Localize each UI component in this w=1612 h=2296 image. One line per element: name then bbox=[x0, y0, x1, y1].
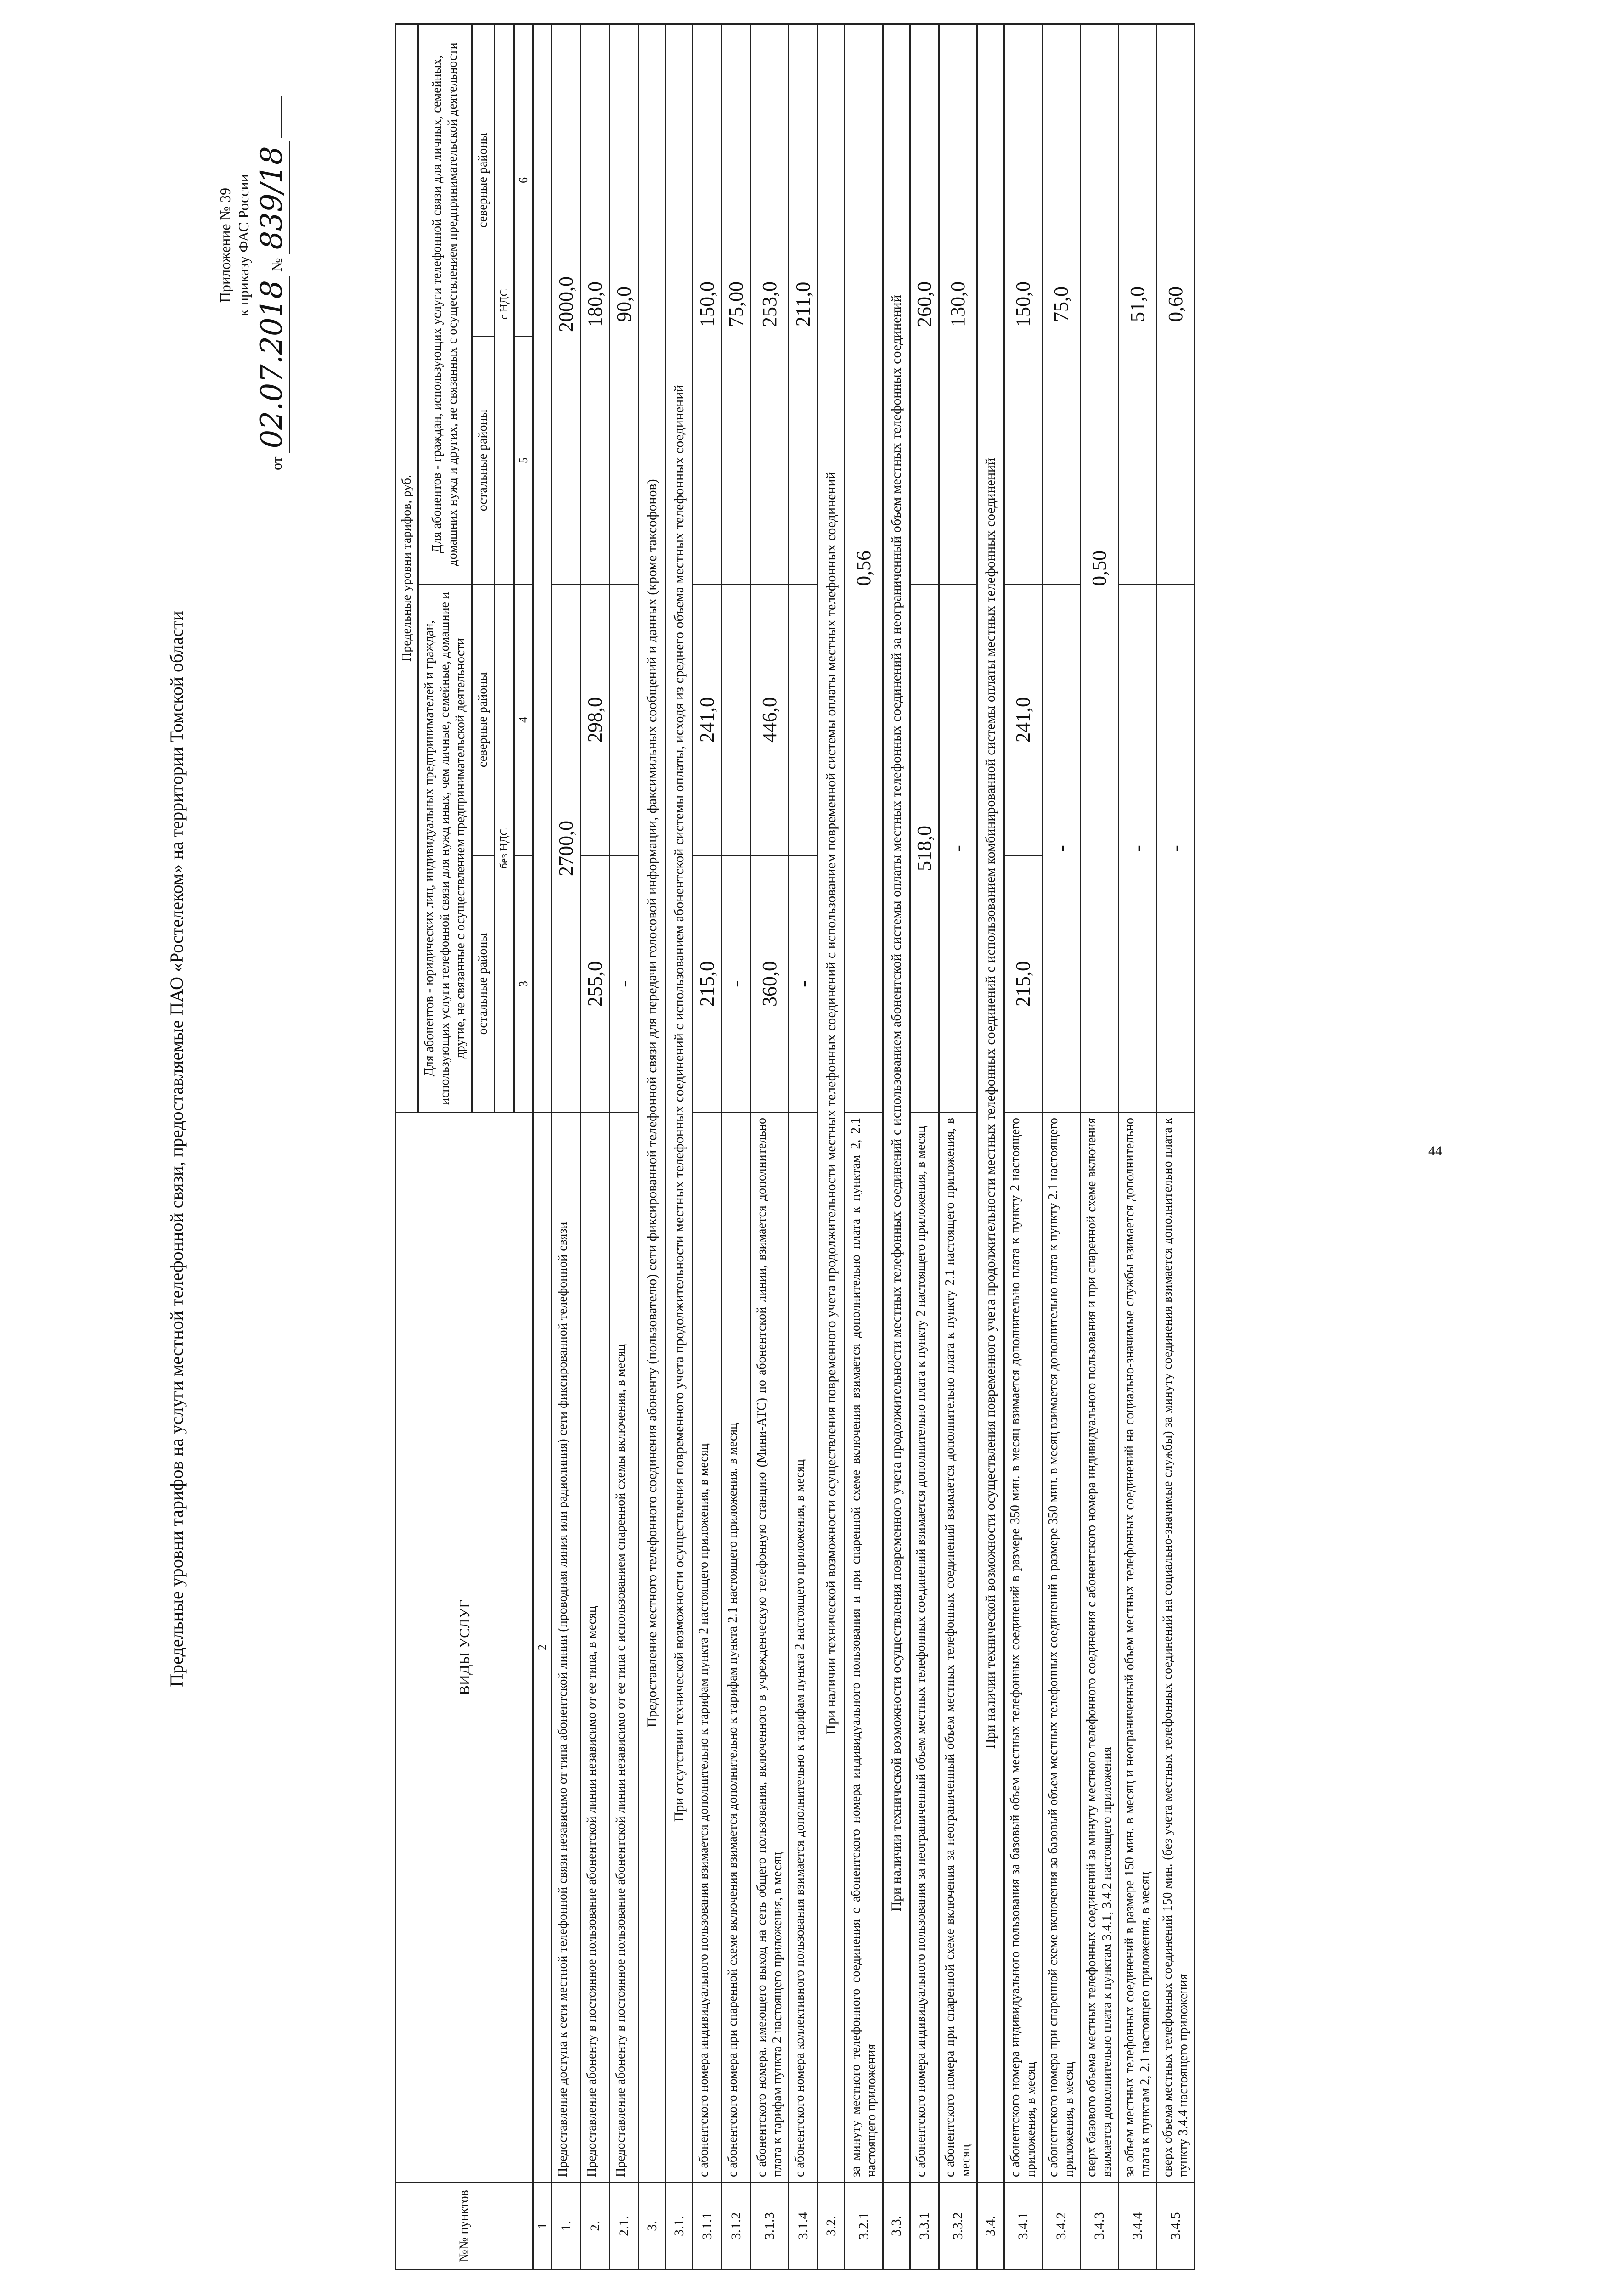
section-row bbox=[977, 24, 1004, 2269]
item-number: 3.2.1 bbox=[845, 2183, 883, 2270]
service-description: с абонентского номера при спаренной схеме включения за неограниченный объем местных телефонных соединений взимается дополнительно плата к пункту 2.1 настоящего приложения, в месяц bbox=[939, 1113, 977, 2183]
tariff-value-legal-north: 298,0 bbox=[581, 585, 610, 855]
tariff-value-legal: - bbox=[1043, 585, 1081, 1113]
service-description: с абонентского номера, имеющего выход на сеть общего пользования, включенного в учрежденческую телефонную станцию (Мини-АТС) по абонентской линии, взимается дополнительно плата к тарифам пункта 2 настоящего приложения, в месяц bbox=[751, 1113, 789, 2183]
tariff-table bbox=[395, 23, 1195, 2270]
item-number: 3. bbox=[639, 2183, 666, 2270]
column-number: 1 bbox=[533, 2183, 552, 2270]
table-row bbox=[693, 24, 722, 2269]
tariff-value-citizens: 211,0 bbox=[789, 24, 818, 584]
order-number: 839/18 bbox=[255, 146, 289, 250]
header-group-legal: Для абонентов - юридических лиц, индивидуальных предпринимателей и граждан, использующих услуги телефонной связи для нужд иных, чем личные, семейные, домашние и другие, не связанные с осуществлением предпринимательской деятельности bbox=[418, 585, 472, 1113]
item-number: 3.4.4 bbox=[1119, 2183, 1157, 2270]
item-number: 3.1.4 bbox=[789, 2183, 818, 2270]
service-description: за минуту местного телефонного соединения с абонентского номера индивидуального пользования и при спаренной схеме включения взимается дополнительно плата к пунктам 2, 2.1 настоящего приложения bbox=[845, 1113, 883, 2183]
tariff-value-legal-other: 215,0 bbox=[1004, 855, 1043, 1113]
column-number: 2 bbox=[533, 1113, 552, 2183]
tariff-value-citizens: 150,0 bbox=[693, 24, 722, 584]
service-description: с абонентского номера индивидуального пользования за базовый объем местных телефонных соединений в размере 350 мин. в месяц взимается дополнительно плата к пункту 2 настоящего приложения, в месяц bbox=[1004, 1113, 1043, 2183]
tariff-value-citizens: 75,00 bbox=[722, 24, 751, 584]
header-legal-north-regions: северные районы bbox=[472, 585, 495, 855]
service-description: с абонентского номера коллективного пользования взимается дополнительно к тарифам пункта 2 настоящего приложения, в месяц bbox=[789, 1113, 818, 2183]
tariff-value-citizens: 90,0 bbox=[610, 24, 639, 584]
tariff-value-legal-other: 215,0 bbox=[693, 855, 722, 1113]
tariff-value-legal-other: - bbox=[722, 855, 751, 1113]
header-group-citizens: Для абонентов - граждан, использующих услуги телефонной связи для личных, семейных, домашних нужд и других, не связанных с осуществлением предпринимательской деятельности bbox=[418, 24, 472, 584]
item-number: 3.4.1 bbox=[1004, 2183, 1043, 2270]
tariff-value-legal: 2700,0 bbox=[552, 585, 581, 1113]
service-description: Предоставление абоненту в постоянное пользование абонентской линии независимо от ее типа с использованием спаренной схемы включения, в месяц bbox=[610, 1113, 639, 2183]
service-description: с абонентского номера при спаренной схеме включения за базовый объем местных телефонных соединений в размере 350 мин. в месяц взимается дополнительно плата к пункту 2.1 настоящего приложения, в месяц bbox=[1043, 1113, 1081, 2183]
item-number: 3.4.3 bbox=[1081, 2183, 1119, 2270]
section-title: При отсутствии технической возможности осуществления повременного учета продолжительности местных телефонных соединений с использованием абонентской системы оплаты, исходя из среднего объема местных телефонных соединений bbox=[666, 24, 693, 2182]
tariff-value-legal-north bbox=[789, 585, 818, 855]
tariff-value-citizens: 253,0 bbox=[751, 24, 789, 584]
tariff-value-citizens: 51,0 bbox=[1119, 24, 1157, 584]
section-row bbox=[639, 24, 666, 2269]
order-prefix: от bbox=[268, 456, 285, 470]
appendix-line-2: к приказу ФАС России bbox=[235, 174, 252, 316]
service-description: Предоставление доступа к сети местной телефонной связи независимо от типа абонентской линии (проводная линия или радиолиния) сети фиксированной телефонной связи bbox=[552, 1113, 581, 2183]
document-title: Предельные уровни тарифов на услуги местной телефонной связи, предоставляемые ПАО «Ростелеком» на территории Томской области bbox=[166, 611, 187, 1687]
header-no-vat: без НДС bbox=[495, 585, 514, 1113]
header-item-number: №№ пунктов bbox=[396, 2183, 533, 2270]
tariff-value-all: 0,50 bbox=[1081, 24, 1119, 1112]
item-number: 3.1. bbox=[666, 2183, 693, 2270]
table-row bbox=[552, 24, 581, 2269]
tariff-value-legal-other: - bbox=[610, 855, 639, 1113]
table-row bbox=[581, 24, 610, 2269]
tariff-value-citizens: 75,0 bbox=[1043, 24, 1081, 584]
item-number: 3.3.2 bbox=[939, 2183, 977, 2270]
tariff-value-citizens: 150,0 bbox=[1004, 24, 1043, 584]
table-row bbox=[1081, 24, 1119, 2269]
item-number: 3.3.1 bbox=[910, 2183, 939, 2270]
item-number: 3.1.1 bbox=[693, 2183, 722, 2270]
appendix-block bbox=[216, 39, 253, 452]
service-description: с абонентского номера индивидуального пользования за неограниченный объем местных телефонных соединений взимается дополнительно плата к пункту 2 настоящего приложения, в месяц bbox=[910, 1113, 939, 2183]
table-row bbox=[1119, 24, 1157, 2269]
header-tariff-limits: Предельные уровни тарифов, руб. bbox=[396, 24, 418, 1112]
column-number: 3 bbox=[514, 855, 533, 1113]
table-row bbox=[939, 24, 977, 2269]
item-number: 3.2. bbox=[818, 2183, 845, 2270]
tariff-value-legal-other: 255,0 bbox=[581, 855, 610, 1113]
tariff-value-legal-north bbox=[722, 585, 751, 855]
table-row bbox=[1043, 24, 1081, 2269]
column-number: 6 bbox=[514, 24, 533, 336]
order-reference bbox=[255, 96, 290, 470]
tariff-value-legal-north: 241,0 bbox=[1004, 585, 1043, 855]
section-title: При наличии технической возможности осуществления повременного учета продолжительности местных телефонных соединений с использованием повременной системы оплаты местных телефонных соединений bbox=[818, 24, 845, 2182]
section-row bbox=[883, 24, 910, 2269]
column-number: 5 bbox=[514, 337, 533, 585]
service-description: с абонентского номера индивидуального пользования взимается дополнительно к тарифам пункта 2 настоящего приложения, в месяц bbox=[693, 1113, 722, 2183]
item-number: 3.1.3 bbox=[751, 2183, 789, 2270]
item-number: 3.4.2 bbox=[1043, 2183, 1081, 2270]
order-number-label: № bbox=[268, 258, 285, 272]
section-title: Предоставление местного телефонного соединения абоненту (пользователю) сети фиксированной телефонной связи для передачи голосовой информации, факсимильных сообщений и данных (кроме таксофонов) bbox=[639, 24, 666, 2182]
page-number: 44 bbox=[1428, 1143, 1442, 1159]
item-number: 3.4.5 bbox=[1157, 2183, 1195, 2270]
header-citizens-other-regions: остальные районы bbox=[472, 337, 495, 585]
tariff-value-legal-other: 360,0 bbox=[751, 855, 789, 1113]
item-number: 1. bbox=[552, 2183, 581, 2270]
service-description: за объем местных телефонных соединений в размере 150 мин. в месяц и неограниченный объем местных телефонных соединений на социально-значимые службы взимается дополнительно плата к пунктам 2, 2.1 настоящего приложения, в месяц bbox=[1119, 1113, 1157, 2183]
tariff-value-citizens: 260,0 bbox=[910, 24, 939, 584]
item-number: 2. bbox=[581, 2183, 610, 2270]
tariff-value-citizens: 2000,0 bbox=[552, 24, 581, 584]
tariff-value-all: 0,56 bbox=[845, 24, 883, 1112]
tariff-value-legal-north: 241,0 bbox=[693, 585, 722, 855]
item-number: 3.1.2 bbox=[722, 2183, 751, 2270]
tariff-value-legal-other: - bbox=[789, 855, 818, 1113]
item-number: 3.3. bbox=[883, 2183, 910, 2270]
header-citizens-north-regions: северные районы bbox=[472, 24, 495, 336]
header-with-vat: с НДС bbox=[495, 24, 514, 584]
table-row bbox=[789, 24, 818, 2269]
table-row bbox=[910, 24, 939, 2269]
section-row bbox=[666, 24, 693, 2269]
tariff-value-citizens: 180,0 bbox=[581, 24, 610, 584]
section-title: При наличии технической возможности осуществления повременного учета продолжительности местных телефонных соединений с использованием комбинированной системы оплаты местных телефонных соединений bbox=[977, 24, 1004, 2182]
table-row bbox=[751, 24, 789, 2269]
table-row bbox=[610, 24, 639, 2269]
appendix-line-1: Приложение № 39 bbox=[217, 187, 233, 303]
table-row bbox=[722, 24, 751, 2269]
tariff-value-legal-north bbox=[610, 585, 639, 855]
tariff-value-legal: - bbox=[1119, 585, 1157, 1113]
section-row bbox=[818, 24, 845, 2269]
service-description: с абонентского номера при спаренной схеме включения взимается дополнительно к тарифам пункта 2.1 настоящего приложения, в месяц bbox=[722, 1113, 751, 2183]
tariff-value-legal: - bbox=[939, 585, 977, 1113]
tariff-value-legal: 518,0 bbox=[910, 585, 939, 1113]
column-number: 4 bbox=[514, 585, 533, 855]
tariff-value-legal-north: 446,0 bbox=[751, 585, 789, 855]
header-legal-other-regions: остальные районы bbox=[472, 855, 495, 1113]
tariff-value-legal: - bbox=[1157, 585, 1195, 1113]
table-row bbox=[1157, 24, 1195, 2269]
service-description: сверх базового объема местных телефонных соединений за минуту местного телефонного соединения с абонентского номера индивидуального пользования и при спаренной схеме включения взимается дополнительно плата к пунктам 3.4.1, 3.4.2 настоящего приложения bbox=[1081, 1113, 1119, 2183]
order-date: 02.07.2018 bbox=[255, 280, 289, 449]
item-number: 3.4. bbox=[977, 2183, 1004, 2270]
table-row bbox=[1004, 24, 1043, 2269]
tariff-value-citizens: 0,60 bbox=[1157, 24, 1195, 584]
table-row bbox=[845, 24, 883, 2269]
header-service-types: ВИДЫ УСЛУГ bbox=[396, 1113, 533, 2183]
service-description: сверх объема местных телефонных соединений 150 мин. (без учета местных телефонных соединений на социально-значимые службы) за минуту соединения взимается дополнительно плата к пункту 3.4.4 настоящего приложения bbox=[1157, 1113, 1195, 2183]
service-description: Предоставление абоненту в постоянное пользование абонентской линии независимо от ее типа, в месяц bbox=[581, 1113, 610, 2183]
tariff-value-citizens: 130,0 bbox=[939, 24, 977, 584]
section-title: При наличии технической возможности осуществления повременного учета продолжительности местных телефонных соединений с использованием абонентской системы оплаты местных телефонных соединений за неограниченный объем местных телефонных соединений bbox=[883, 24, 910, 2182]
item-number: 2.1. bbox=[610, 2183, 639, 2270]
